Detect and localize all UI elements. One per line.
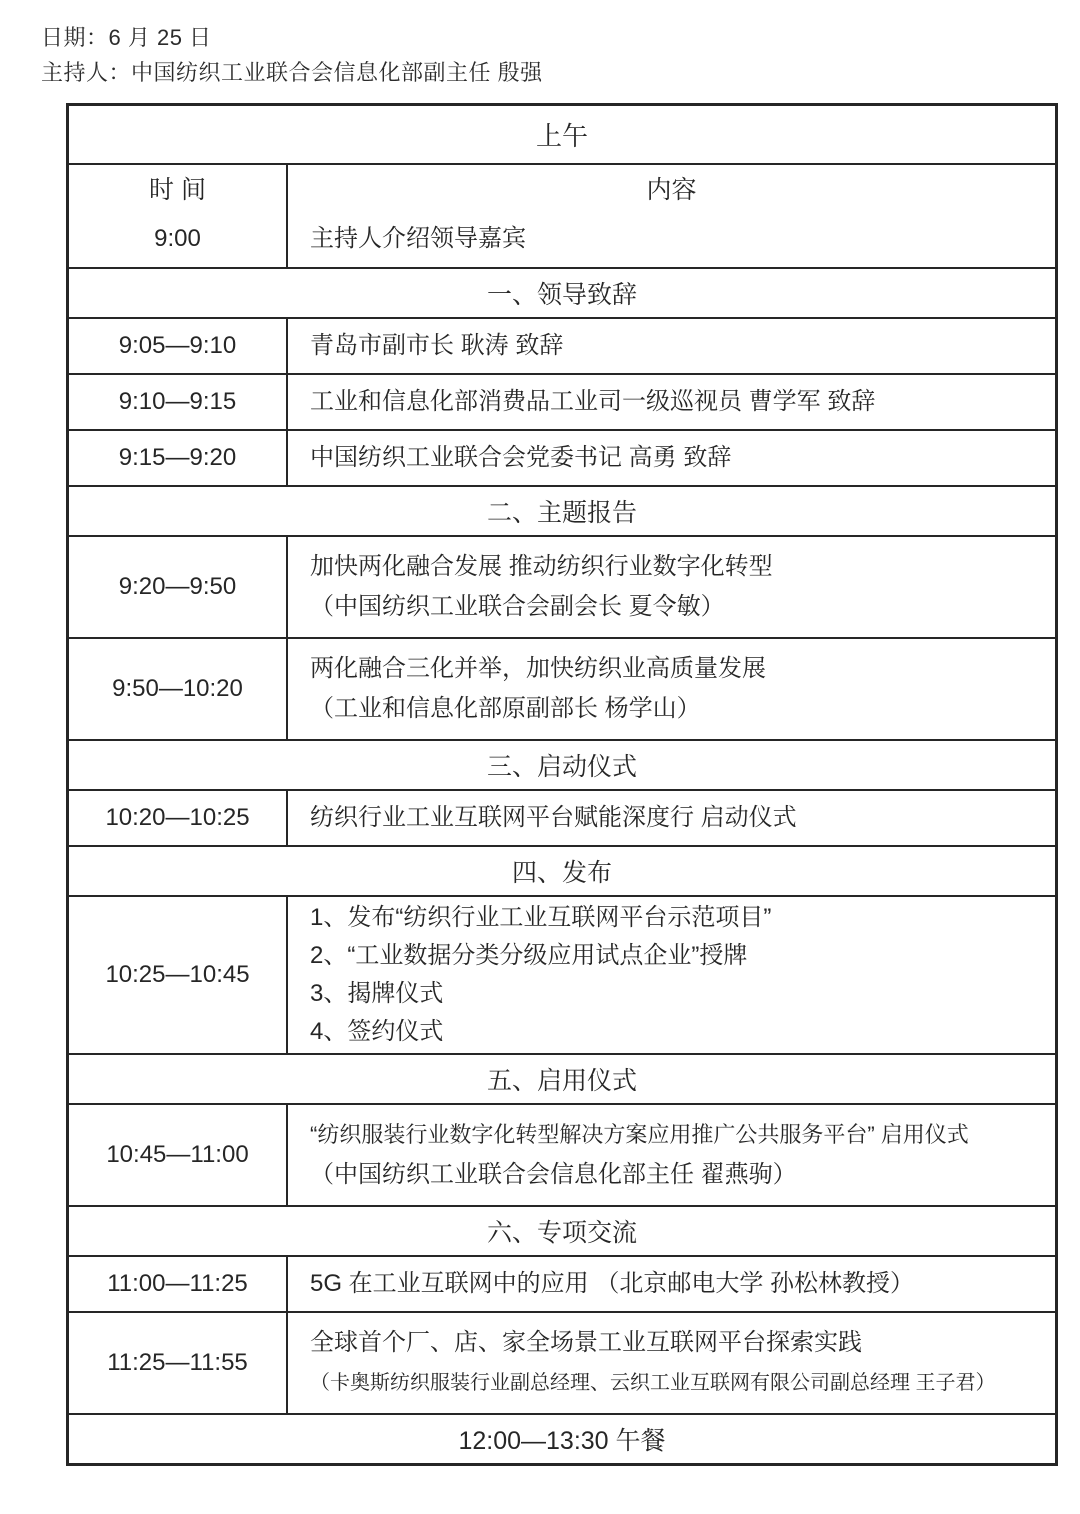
- content-line: 5G 在工业互联网中的应用 （北京邮电大学 孙松林教授）: [310, 1270, 915, 1297]
- section-header-row: [69, 1413, 1055, 1463]
- content-cell: [288, 319, 1055, 373]
- section-header-row: [69, 267, 1055, 317]
- agenda-row: [69, 895, 1055, 1053]
- session-header-row: [69, 106, 1055, 163]
- content-line: 主持人介绍领导嘉宾: [310, 225, 526, 252]
- section-header-row: [69, 739, 1055, 789]
- content-line: 纺织行业工业互联网平台赋能深度行 启动仪式: [310, 804, 797, 831]
- agenda-row: [69, 211, 1055, 267]
- time-cell: 10:25—10:45: [69, 897, 288, 1053]
- col-header-time: 时 间: [69, 165, 288, 211]
- section-title: 二、主题报告: [486, 499, 637, 527]
- agenda-row: [69, 429, 1055, 485]
- agenda-row: [69, 1103, 1055, 1205]
- section-title: 五、启用仪式: [486, 1067, 637, 1095]
- section-title: 三、启动仪式: [486, 753, 637, 781]
- column-header-row: [69, 163, 1055, 211]
- section-title: 12:00—13:30 午餐: [458, 1427, 666, 1455]
- content-line: 4、签约仪式: [310, 1018, 444, 1045]
- time-cell: 9:00: [69, 211, 288, 267]
- content-cell: [288, 1105, 1055, 1205]
- meta-block: [41, 20, 543, 90]
- content-cell: [288, 537, 1055, 637]
- content-line: 2、“工业数据分类分级应用试点企业”授牌: [310, 942, 748, 969]
- content-line: 两化融合三化并举，加快纺织业高质量发展: [310, 655, 766, 682]
- content-cell: [288, 431, 1055, 485]
- agenda-row: [69, 317, 1055, 373]
- time-cell: 9:05—9:10: [69, 319, 288, 373]
- session-title: 上午: [535, 121, 588, 151]
- content-line: （卡奥斯纺织服装行业副总经理、云织工业互联网有限公司副总经理 王子君）: [310, 1372, 996, 1394]
- section-title: 六、专项交流: [486, 1219, 637, 1247]
- time-cell: 11:00—11:25: [69, 1257, 288, 1311]
- agenda-row: [69, 1255, 1055, 1311]
- section-header-row: [69, 1205, 1055, 1255]
- agenda-rows: [69, 211, 1055, 1463]
- content-line: （中国纺织工业联合会副会长 夏令敏）: [310, 593, 725, 620]
- content-line: “纺织服装行业数字化转型解决方案应用推广公共服务平台” 启用仪式: [310, 1122, 969, 1147]
- content-line: 工业和信息化部消费品工业司一级巡视员 曹学军 致辞: [310, 388, 876, 415]
- agenda-row: [69, 637, 1055, 739]
- content-line: 全球首个厂、店、家全场景工业互联网平台探索实践: [310, 1329, 862, 1356]
- host-line: 主持人：中国纺织工业联合会信息化部副主任 殷强: [41, 60, 543, 85]
- content-line: 加快两化融合发展 推动纺织行业数字化转型: [310, 553, 773, 580]
- agenda-row: [69, 535, 1055, 637]
- time-cell: 10:20—10:25: [69, 791, 288, 845]
- content-cell: [288, 1313, 1055, 1413]
- agenda-table: [66, 103, 1058, 1466]
- content-cell: [288, 791, 1055, 845]
- content-cell: [288, 897, 1055, 1053]
- time-cell: 9:15—9:20: [69, 431, 288, 485]
- time-cell: 11:25—11:55: [69, 1313, 288, 1413]
- content-line: （工业和信息化部原副部长 杨学山）: [310, 695, 701, 722]
- section-title: 一、领导致辞: [486, 281, 637, 309]
- content-line: 3、揭牌仪式: [310, 980, 444, 1007]
- content-cell: [288, 211, 1055, 267]
- time-cell: 9:50—10:20: [69, 639, 288, 739]
- content-cell: [288, 1257, 1055, 1311]
- time-cell: 9:10—9:15: [69, 375, 288, 429]
- agenda-row: [69, 1311, 1055, 1413]
- section-header-row: [69, 1053, 1055, 1103]
- content-line: 中国纺织工业联合会党委书记 高勇 致辞: [310, 444, 732, 471]
- time-cell: 9:20—9:50: [69, 537, 288, 637]
- content-line: 青岛市副市长 耿涛 致辞: [310, 332, 564, 359]
- content-line: 1、发布“纺织行业工业互联网平台示范项目”: [310, 904, 772, 931]
- section-title: 四、发布: [511, 859, 612, 887]
- content-line: （中国纺织工业联合会信息化部主任 翟燕驹）: [310, 1161, 797, 1188]
- date-line: 日期：6 月 25 日: [41, 25, 212, 50]
- content-cell: [288, 639, 1055, 739]
- content-cell: [288, 375, 1055, 429]
- agenda-row: [69, 789, 1055, 845]
- time-cell: 10:45—11:00: [69, 1105, 288, 1205]
- col-header-content: 内容: [646, 176, 697, 204]
- agenda-row: [69, 373, 1055, 429]
- section-header-row: [69, 485, 1055, 535]
- section-header-row: [69, 845, 1055, 895]
